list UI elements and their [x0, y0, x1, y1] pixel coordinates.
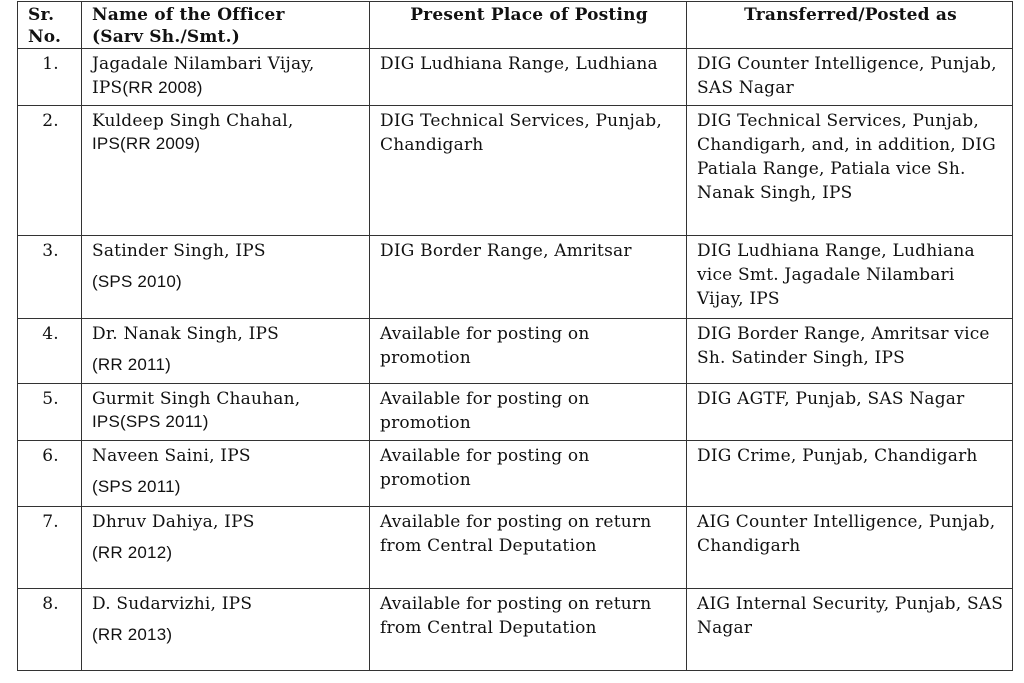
transferred-as-header: Transferred/Posted as [687, 2, 1013, 49]
transferred-as-cell: DIG Crime, Punjab, Chandigarh [687, 441, 1013, 507]
header-row [18, 2, 1013, 49]
present-posting-cell: DIG Border Range, Amritsar [370, 236, 687, 319]
sr-no-header [18, 2, 82, 49]
officer-batch: (RR 2013) [92, 625, 173, 644]
table-row [18, 384, 1013, 441]
present-posting-header: Present Place of Posting [370, 2, 687, 49]
transferred-as-cell: DIG Counter Intelligence, Punjab, SAS Nagar [687, 49, 1013, 106]
officer-name: Dhruv Dahiya, IPS [92, 512, 255, 532]
transferred-as-cell: AIG Counter Intelligence, Punjab, Chandigarh [687, 507, 1013, 589]
transferred-as-cell: AIG Internal Security, Punjab, SAS Nagar [687, 589, 1013, 671]
officer-name-cell [82, 49, 370, 106]
officer-batch: (SPS 2010) [92, 272, 182, 291]
table-row [18, 49, 1013, 106]
officer-name: D. Sudarvizhi, IPS [92, 594, 253, 614]
officer-name-cell [82, 319, 370, 384]
officer-name: Satinder Singh, IPS [92, 241, 266, 261]
officer-name-cell [82, 106, 370, 236]
officer-name-header-line1: Name of the Officer [92, 5, 285, 25]
officer-batch: IPS(SPS 2011) [92, 412, 209, 431]
table-row [18, 589, 1013, 671]
officer-name-cell [82, 441, 370, 507]
postings-table [17, 1, 1013, 671]
officer-batch: (RR 2011) [92, 355, 171, 374]
table-row [18, 319, 1013, 384]
sr-no-cell: 2. [18, 106, 82, 236]
sr-no-cell: 1. [18, 49, 82, 106]
officer-name: Naveen Saini, IPS [92, 446, 251, 466]
sr-no-header-line2: No. [28, 27, 62, 47]
officer-name: Jagadale Nilambari Vijay, IPS [92, 54, 315, 98]
officer-batch: (RR 2012) [92, 543, 173, 562]
transferred-as-cell: DIG Technical Services, Punjab, Chandigarh, and, in addition, DIG Patiala Range, Patiala vice Sh. Nanak Singh, IPS [687, 106, 1013, 236]
officer-name-header [82, 2, 370, 49]
officer-batch: (RR 2008) [122, 78, 203, 97]
table-row [18, 106, 1013, 236]
table-row [18, 441, 1013, 507]
sr-no-cell: 5. [18, 384, 82, 441]
officer-name-header-line2: (Sarv Sh./Smt.) [92, 27, 240, 47]
present-posting-cell: Available for posting on promotion [370, 441, 687, 507]
present-posting-cell: Available for posting on promotion [370, 384, 687, 441]
sr-no-cell: 4. [18, 319, 82, 384]
officer-name-cell [82, 384, 370, 441]
sr-no-cell: 8. [18, 589, 82, 671]
officer-name: Dr. Nanak Singh, IPS [92, 324, 279, 344]
present-posting-cell: DIG Ludhiana Range, Ludhiana [370, 49, 687, 106]
officer-name: Gurmit Singh Chauhan, [92, 389, 301, 409]
officer-name-cell [82, 589, 370, 671]
officer-batch: (SPS 2011) [92, 477, 181, 496]
transferred-as-cell: DIG Ludhiana Range, Ludhiana vice Smt. Jagadale Nilambari Vijay, IPS [687, 236, 1013, 319]
officer-name: Kuldeep Singh Chahal, [92, 111, 294, 131]
present-posting-cell: DIG Technical Services, Punjab, Chandigarh [370, 106, 687, 236]
sr-no-cell: 6. [18, 441, 82, 507]
transferred-as-cell: DIG AGTF, Punjab, SAS Nagar [687, 384, 1013, 441]
table-row [18, 236, 1013, 319]
sr-no-cell: 7. [18, 507, 82, 589]
present-posting-cell: Available for posting on return from Central Deputation [370, 589, 687, 671]
sr-no-header-line1: Sr. [28, 5, 55, 25]
present-posting-cell: Available for posting on promotion [370, 319, 687, 384]
table-row [18, 507, 1013, 589]
officer-batch: IPS(RR 2009) [92, 134, 201, 153]
officer-name-cell [82, 236, 370, 319]
sr-no-cell: 3. [18, 236, 82, 319]
officer-name-cell [82, 507, 370, 589]
transferred-as-cell: DIG Border Range, Amritsar vice Sh. Satinder Singh, IPS [687, 319, 1013, 384]
present-posting-cell: Available for posting on return from Central Deputation [370, 507, 687, 589]
